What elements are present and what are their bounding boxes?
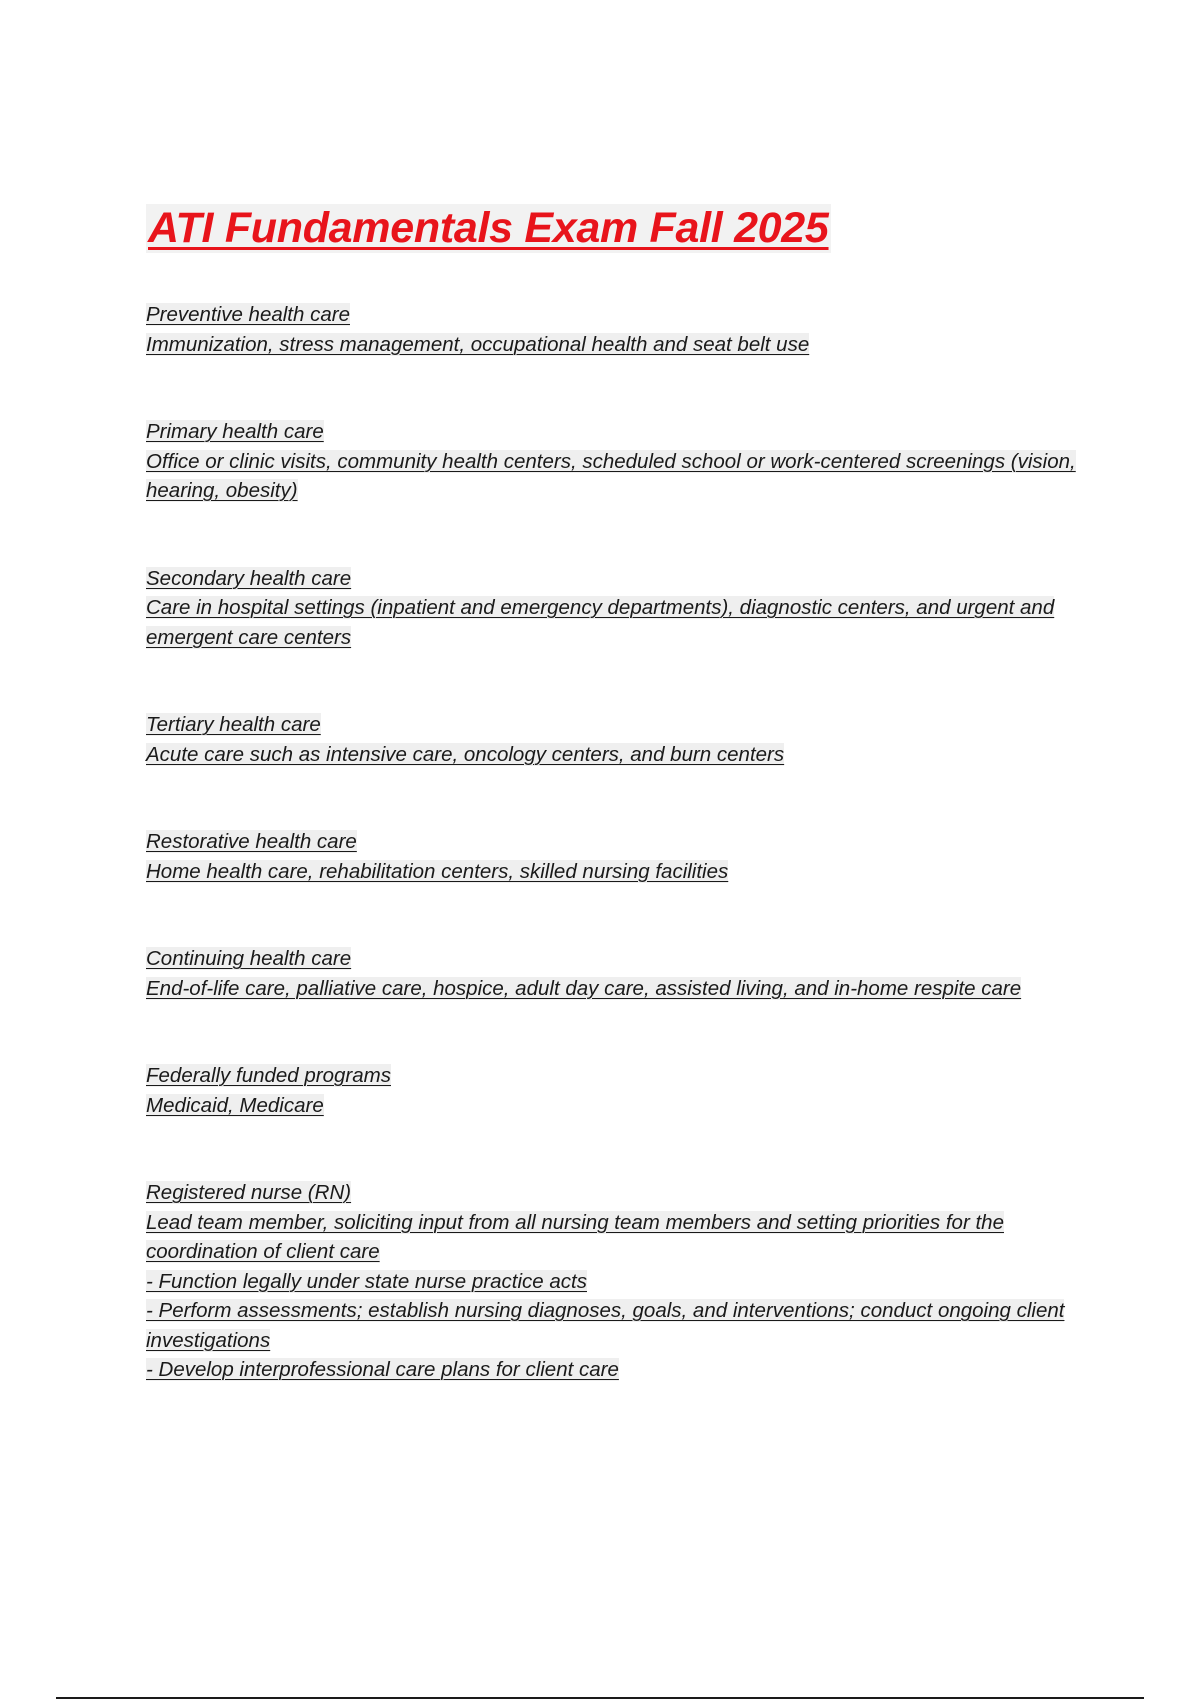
section-text: Care in hospital settings (inpatient and emergency departments), diagnostic centers, and urgent and emergent care centers <box>146 596 1055 649</box>
section-heading: Primary health care <box>146 420 324 443</box>
section-restorative-health-care <box>146 827 1096 886</box>
section-heading: Tertiary health care <box>146 713 321 736</box>
section-heading: Continuing health care <box>146 947 352 970</box>
document-body <box>146 300 1096 1443</box>
section-primary-health-care <box>146 417 1096 506</box>
section-continuing-health-care <box>146 944 1096 1003</box>
section-tertiary-health-care <box>146 710 1096 769</box>
section-bullet: - Develop interprofessional care plans for client care <box>146 1358 619 1381</box>
section-heading: Restorative health care <box>146 830 357 853</box>
section-text: Immunization, stress management, occupational health and seat belt use <box>146 332 810 356</box>
section-registered-nurse <box>146 1178 1096 1385</box>
document-title: ATI Fundamentals Exam Fall 2025 <box>148 204 829 252</box>
section-heading: Secondary health care <box>146 566 352 590</box>
section-text: Medicaid, Medicare <box>146 1093 324 1117</box>
section-heading: Registered nurse (RN) <box>146 1181 352 1204</box>
footer-divider <box>56 1697 1144 1699</box>
section-bullet: - Function legally under state nurse practice acts <box>146 1269 587 1293</box>
section-text: Acute care such as intensive care, oncology centers, and burn centers <box>146 742 785 766</box>
section-secondary-health-care <box>146 564 1096 653</box>
section-text: Home health care, rehabilitation centers, skilled nursing facilities <box>146 859 729 883</box>
section-preventive-health-care <box>146 300 1096 359</box>
section-heading: Preventive health care <box>146 303 350 326</box>
section-text: Lead team member, soliciting input from all nursing team members and setting priorities for the coordination of client care <box>146 1210 1004 1263</box>
section-text: End-of-life care, palliative care, hospice, adult day care, assisted living, and in-home respite care <box>146 976 1022 1000</box>
section-heading: Federally funded programs <box>146 1064 391 1087</box>
section-federally-funded-programs <box>146 1061 1096 1120</box>
section-text: Office or clinic visits, community health centers, scheduled school or work-centered screenings (vision, hearing, obesity) <box>146 449 1076 502</box>
section-bullet: - Perform assessments; establish nursing diagnoses, goals, and interventions; conduct ongoing client investigations <box>146 1299 1065 1352</box>
